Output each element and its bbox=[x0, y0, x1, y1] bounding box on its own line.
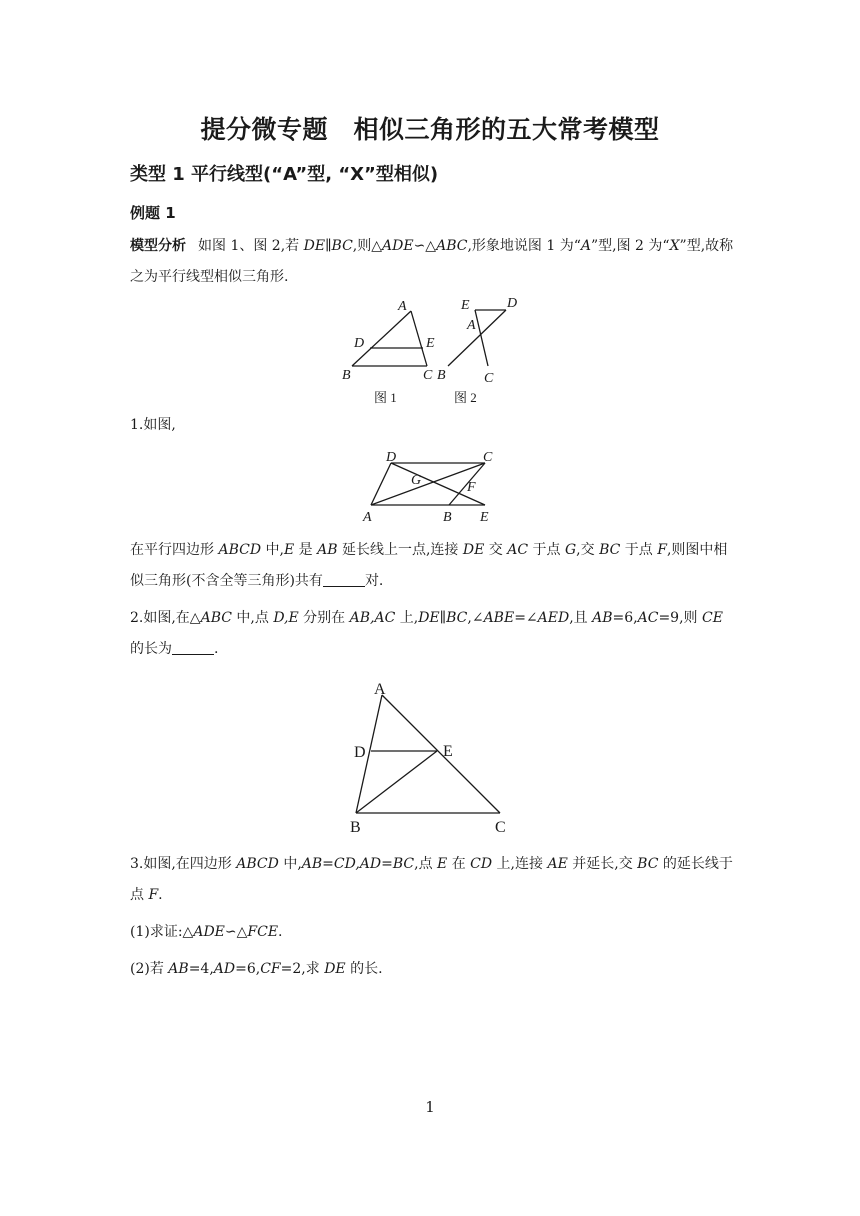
question-1-intro: 1.如图, bbox=[130, 417, 176, 433]
page-title: 提分微专题 相似三角形的五大常考模型 bbox=[200, 115, 660, 144]
q1-label-g: G bbox=[411, 473, 422, 488]
fig1-caption: 图 1 bbox=[374, 390, 397, 405]
fig2-label-e: E bbox=[461, 298, 470, 313]
fig2-label-a: A bbox=[467, 318, 476, 333]
fig1-label-c: C bbox=[423, 368, 433, 383]
question-3-part-1: (1)求证:△ADE∽△FCE. bbox=[130, 924, 283, 940]
q1-label-c: C bbox=[483, 450, 493, 465]
q2-label-d: D bbox=[354, 744, 366, 761]
figure-1-2 bbox=[330, 290, 530, 410]
q1-label-f: F bbox=[467, 480, 476, 495]
q1-label-d: D bbox=[386, 450, 397, 465]
q1-label-b: B bbox=[443, 510, 452, 525]
section-heading-type1: 类型 1 平行线型(“A”型, “X”型相似) bbox=[130, 164, 439, 185]
model-analysis-paragraph: 模型分析 如图 1、图 2,若 DE∥BC,则△ADE∽△ABC,形象地说图 1 为“A”型,图 2 为“X”型,故称之为平行线型相似三角形. bbox=[130, 238, 734, 285]
q2-label-b: B bbox=[350, 819, 361, 836]
analysis-label: 模型分析 bbox=[130, 238, 186, 254]
question-1-text: 在平行四边形 ABCD 中,E 是 AB 延长线上一点,连接 DE 交 AC 于点 G,交 BC 于点 F,则图中相似三角形(不含全等三角形)共有 对. bbox=[130, 542, 728, 589]
q2-answer-blank[interactable] bbox=[172, 640, 214, 655]
fig2-caption: 图 2 bbox=[454, 390, 477, 405]
fig1-label-d: D bbox=[354, 336, 365, 351]
fig1-label-b: B bbox=[342, 368, 351, 383]
question-3-text: 3.如图,在四边形 ABCD 中,AB=CD,AD=BC,点 E 在 CD 上,连接 AE 并延长,交 BC 的延长线于点 F. bbox=[130, 856, 733, 903]
q2-label-c: C bbox=[495, 819, 506, 836]
question-1-figure bbox=[355, 445, 505, 527]
fig2-label-c: C bbox=[484, 371, 494, 386]
fig2-label-d: D bbox=[507, 296, 518, 311]
q2-label-e: E bbox=[443, 743, 453, 760]
question-3-part-2: (2)若 AB=4,AD=6,CF=2,求 DE 的长. bbox=[130, 961, 383, 977]
fig2-label-b: B bbox=[437, 368, 446, 383]
fig1-label-e: E bbox=[426, 336, 435, 351]
q1-answer-blank[interactable] bbox=[323, 572, 365, 587]
page-number: 1 bbox=[425, 1098, 435, 1116]
example-label: 例题 1 bbox=[130, 204, 176, 222]
fig1-label-a: A bbox=[398, 299, 407, 314]
question-2-text: 2.如图,在△ABC 中,点 D,E 分别在 AB,AC 上,DE∥BC,∠ABE=∠AED,且 AB=6,AC=9,则 CE 的长为 . bbox=[130, 610, 723, 657]
q1-label-e: E bbox=[480, 510, 489, 525]
q2-label-a: A bbox=[374, 681, 386, 698]
question-2-figure bbox=[340, 675, 525, 840]
figure-2-x-shape bbox=[448, 310, 506, 366]
q1-label-a: A bbox=[363, 510, 372, 525]
